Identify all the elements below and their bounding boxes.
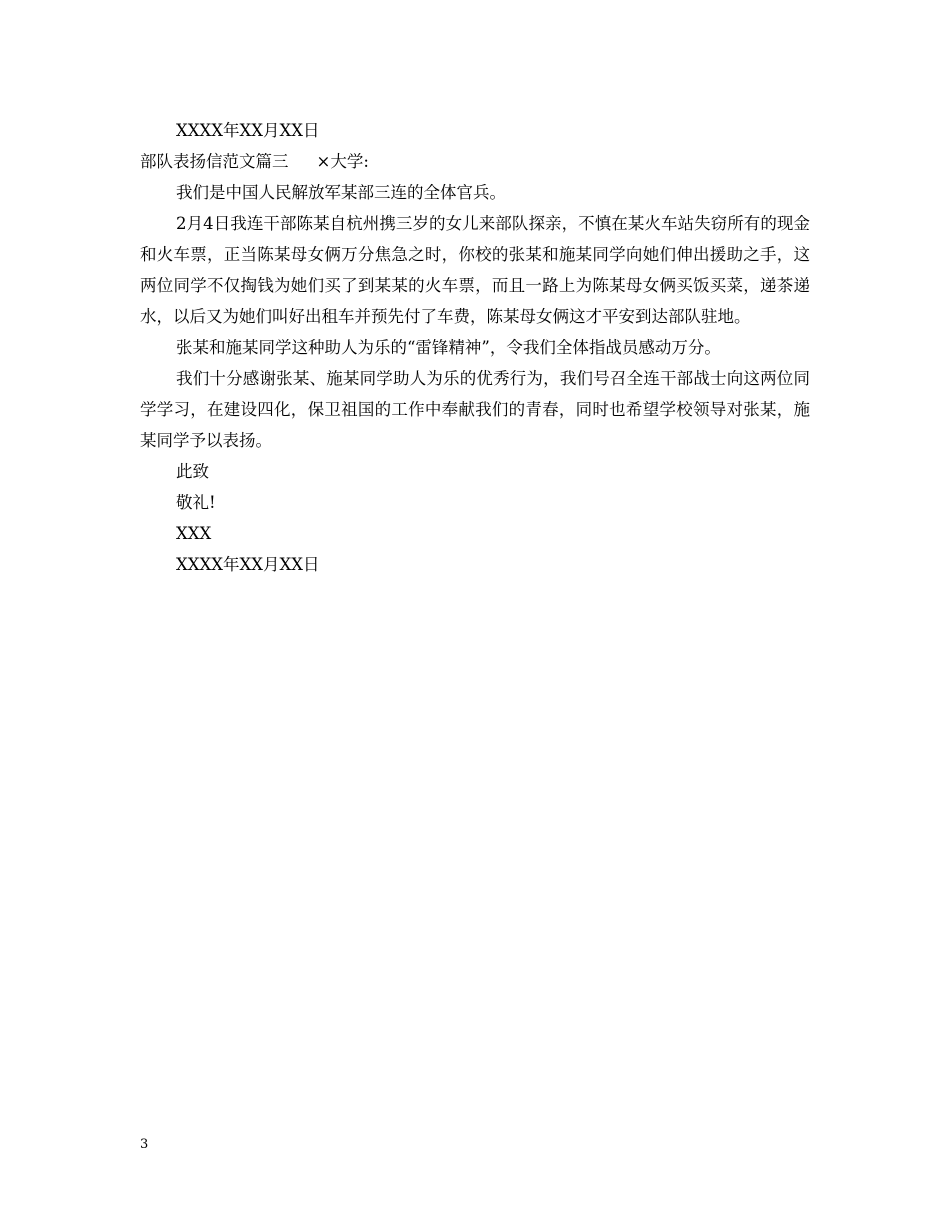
date-top: XXXX年XX月XX日	[176, 121, 320, 140]
paragraph: 我们是中国人民解放军某部三连的全体官兵。	[176, 183, 506, 202]
paragraph: 我们十分感谢张某、施某同学助人为乐的优秀行为，我们号召全连干部战士向这两位同学学习，在建设四化，保卫祖国的工作中奉献我们的青春，同时也希望学校领导对张某，施某同学予以表扬。	[140, 369, 810, 450]
section-heading-line	[140, 146, 810, 177]
letter-body	[140, 115, 810, 580]
paragraph: 张某和施某同学这种助人为乐的“雷锋精神”，令我们全体指战员感动万分。	[176, 338, 721, 357]
section-title: 部队表扬信范文篇三	[140, 152, 289, 171]
signature: XXX	[176, 524, 212, 543]
page-number: 3	[140, 1137, 149, 1152]
closing: 此致	[176, 462, 209, 481]
paragraph: 2月4日我连干部陈某自杭州携三岁的女儿来部队探亲，不慎在某火车站失窃所有的现金和火车票，正当陈某母女俩万分焦急之时，你校的张某和施某同学向她们伸出援助之手，这两位同学不仅掏钱为她们买了到某某的火车票，而且一路上为陈某母女俩买饭买菜，递茶递水，以后又为她们叫好出租车并预先付了车费，陈某母女俩这才平安到达部队驻地。	[140, 214, 810, 326]
date-bottom: XXXX年XX月XX日	[176, 555, 320, 574]
regards: 敬礼!	[176, 493, 216, 512]
salutation: ×大学:	[316, 152, 369, 171]
